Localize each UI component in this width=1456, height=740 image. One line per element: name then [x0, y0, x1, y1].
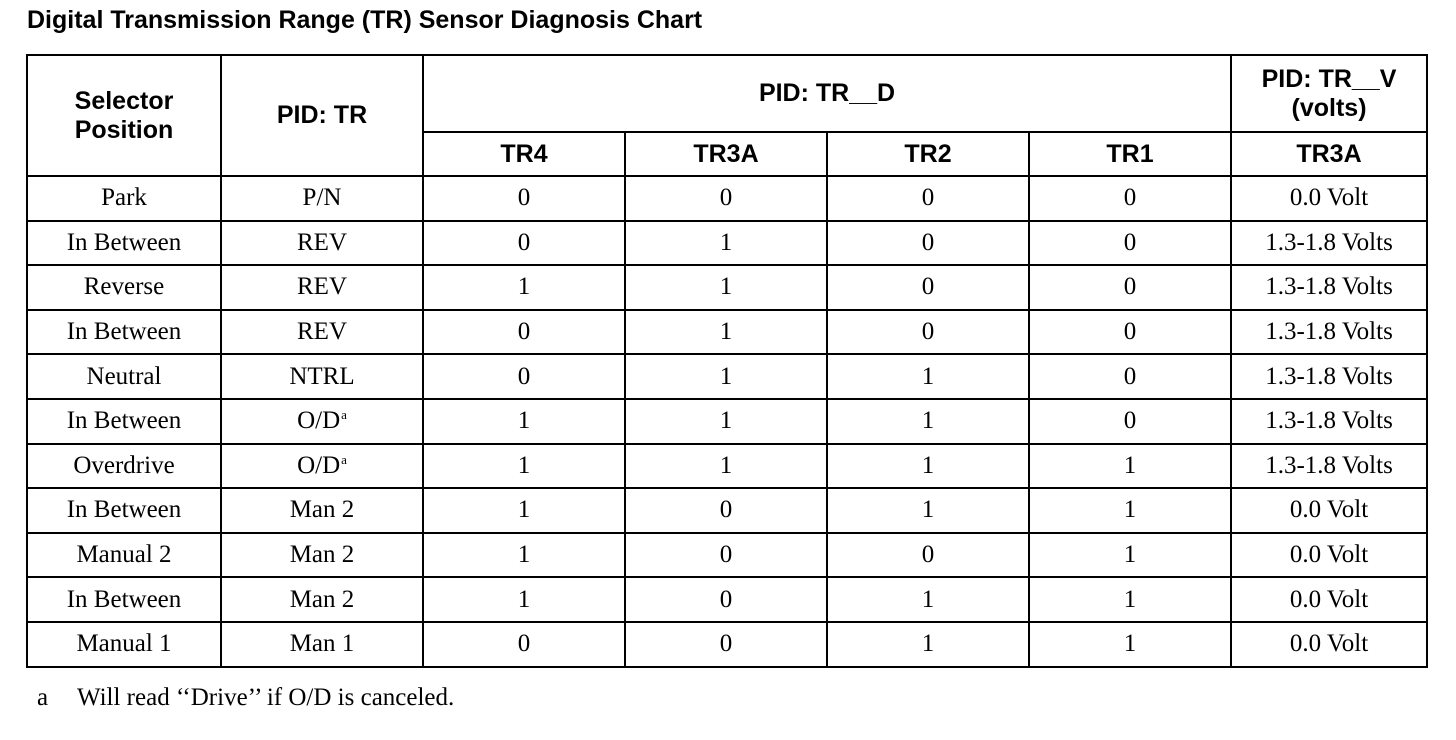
cell-tr3a: 1	[625, 221, 827, 266]
cell-selector-position: Manual 1	[27, 622, 221, 667]
cell-tr3a: 0	[625, 533, 827, 578]
cell-tr2: 0	[827, 265, 1029, 310]
cell-tr2: 1	[827, 488, 1029, 533]
cell-tr3a: 1	[625, 399, 827, 444]
cell-tr1: 0	[1029, 310, 1231, 355]
header-pid-tr: PID: TR	[221, 55, 423, 176]
cell-tr3a: 0	[625, 577, 827, 622]
cell-tr1: 0	[1029, 176, 1231, 221]
cell-tr1: 1	[1029, 488, 1231, 533]
cell-volts: 0.0 Volt	[1231, 488, 1427, 533]
cell-tr2: 1	[827, 444, 1029, 489]
cell-tr3a: 1	[625, 265, 827, 310]
cell-tr1: 0	[1029, 354, 1231, 399]
footnote-reference: a	[341, 407, 347, 423]
cell-tr4: 1	[423, 444, 625, 489]
table-row	[27, 444, 1427, 489]
cell-tr3a: 1	[625, 354, 827, 399]
cell-tr4: 1	[423, 577, 625, 622]
cell-volts: 0.0 Volt	[1231, 577, 1427, 622]
cell-volts: 1.3-1.8 Volts	[1231, 310, 1427, 355]
cell-pid-tr: NTRL	[221, 354, 423, 399]
cell-pid-tr: REV	[221, 265, 423, 310]
cell-tr1: 0	[1029, 265, 1231, 310]
cell-tr4: 0	[423, 221, 625, 266]
table-row	[27, 622, 1427, 667]
cell-volts: 1.3-1.8 Volts	[1231, 399, 1427, 444]
cell-volts: 0.0 Volt	[1231, 622, 1427, 667]
table-body	[27, 176, 1427, 667]
cell-selector-position: In Between	[27, 310, 221, 355]
cell-selector-position: In Between	[27, 221, 221, 266]
cell-selector-position: In Between	[27, 399, 221, 444]
table-row	[27, 488, 1427, 533]
cell-pid-tr: Man 2	[221, 577, 423, 622]
table-row	[27, 265, 1427, 310]
cell-tr4: 0	[423, 310, 625, 355]
cell-volts: 0.0 Volt	[1231, 533, 1427, 578]
header-tr1: TR1	[1029, 132, 1231, 176]
cell-tr1: 1	[1029, 533, 1231, 578]
cell-tr3a: 0	[625, 176, 827, 221]
cell-tr4: 1	[423, 488, 625, 533]
table-row	[27, 310, 1427, 355]
cell-tr2: 0	[827, 533, 1029, 578]
cell-selector-position: In Between	[27, 488, 221, 533]
cell-volts: 1.3-1.8 Volts	[1231, 354, 1427, 399]
cell-selector-position: Neutral	[27, 354, 221, 399]
cell-tr4: 0	[423, 622, 625, 667]
header-pid-tr-d: PID: TR__D	[423, 55, 1231, 132]
cell-volts: 1.3-1.8 Volts	[1231, 265, 1427, 310]
cell-tr4: 1	[423, 399, 625, 444]
cell-volts: 1.3-1.8 Volts	[1231, 221, 1427, 266]
cell-tr2: 0	[827, 310, 1029, 355]
cell-volts: 0.0 Volt	[1231, 176, 1427, 221]
cell-tr1: 0	[1029, 399, 1231, 444]
cell-tr3a: 0	[625, 622, 827, 667]
cell-selector-position: Park	[27, 176, 221, 221]
footnote-mark: a	[37, 684, 49, 711]
cell-selector-position: Manual 2	[27, 533, 221, 578]
cell-pid-tr: $O/D^a$	[221, 399, 423, 444]
footnote-reference: a	[341, 451, 347, 467]
diagnosis-table	[26, 54, 1428, 668]
cell-tr2: 1	[827, 354, 1029, 399]
cell-volts: 1.3-1.8 Volts	[1231, 444, 1427, 489]
header-tr4: TR4	[423, 132, 625, 176]
cell-pid-tr: Man 2	[221, 533, 423, 578]
chart-title: Digital Transmission Range (TR) Sensor Diagnosis Chart	[27, 6, 703, 34]
cell-tr4: 0	[423, 176, 625, 221]
cell-tr4: 1	[423, 265, 625, 310]
cell-tr4: 0	[423, 354, 625, 399]
header-pid-tr-v: PID: TR__V (volts)	[1231, 55, 1427, 132]
cell-pid-tr: Man 1	[221, 622, 423, 667]
cell-selector-position: Reverse	[27, 265, 221, 310]
cell-pid-tr: P/N	[221, 176, 423, 221]
cell-pid-tr: REV	[221, 221, 423, 266]
table-row	[27, 176, 1427, 221]
cell-tr2: 1	[827, 577, 1029, 622]
cell-tr2: 1	[827, 622, 1029, 667]
cell-selector-position: In Between	[27, 577, 221, 622]
footnote-text: Will read ‘‘Drive’’ if O/D is canceled.	[77, 684, 455, 711]
cell-pid-tr: REV	[221, 310, 423, 355]
cell-tr1: 1	[1029, 577, 1231, 622]
table-row	[27, 221, 1427, 266]
footnote	[37, 684, 454, 712]
header-tr3a: TR3A	[625, 132, 827, 176]
cell-tr2: 0	[827, 221, 1029, 266]
cell-tr2: 1	[827, 399, 1029, 444]
cell-tr3a: 0	[625, 488, 827, 533]
table-row	[27, 533, 1427, 578]
cell-tr4: 1	[423, 533, 625, 578]
cell-pid-tr: Man 2	[221, 488, 423, 533]
header-tr3a-volts: TR3A	[1231, 132, 1427, 176]
header-selector-position: Selector Position	[27, 55, 221, 176]
table-row	[27, 354, 1427, 399]
cell-tr3a: 1	[625, 444, 827, 489]
cell-tr1: 1	[1029, 444, 1231, 489]
cell-selector-position: Overdrive	[27, 444, 221, 489]
cell-tr3a: 1	[625, 310, 827, 355]
table-row	[27, 577, 1427, 622]
cell-tr1: 0	[1029, 221, 1231, 266]
header-tr2: TR2	[827, 132, 1029, 176]
table-row	[27, 399, 1427, 444]
cell-tr1: 1	[1029, 622, 1231, 667]
cell-tr2: 0	[827, 176, 1029, 221]
cell-pid-tr: $O/D^a$	[221, 444, 423, 489]
